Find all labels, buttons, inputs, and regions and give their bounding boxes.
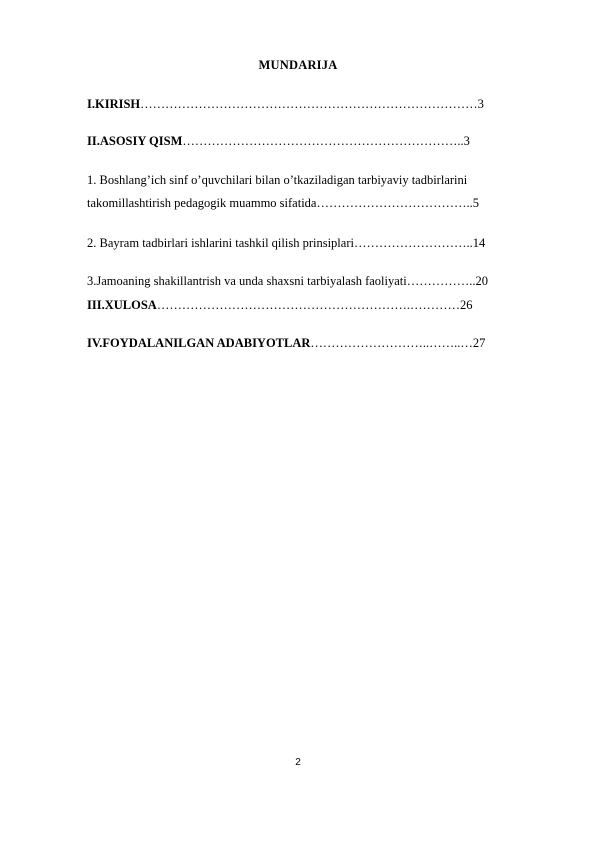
toc-page-number: 14 [472,236,486,250]
toc-page-number: 27 [472,336,486,350]
toc-entry-adabiyotlar[interactable] [87,335,485,351]
toc-entry-text: 1. Boshlang’ich sinf o’quvchilari bilan o’tkaziladigan tarbiyaviy tadbirlarini [87,173,468,187]
toc-page-number: 3 [477,97,484,111]
toc-leader: ………………………………………………………….. [182,134,464,148]
toc-entry-1-line1[interactable] [87,172,509,188]
page-number: 2 [295,757,301,768]
toc-entry-label: IV.FOYDALANILGAN ADABIYOTLAR [87,336,311,350]
toc-page-number: 3 [463,134,470,148]
toc-leader: …………….. [406,274,476,288]
toc-entry-label: I.KIRISH [87,97,141,111]
toc-leader: ……………………….. [353,236,473,250]
toc-entry-2[interactable] [87,235,485,251]
toc-entry-text: 2. Bayram tadbirlari ishlarini tashkil qilish prinsiplari [87,236,354,250]
toc-entry-xulosa[interactable] [87,297,472,313]
toc-entry-kirish[interactable] [87,96,484,112]
toc-entry-label: III.XULOSA [87,298,157,312]
toc-entry-text: takomillashtirish pedagogik muammo sifatida [87,196,317,210]
toc-leader: …………………………………………………….………… [156,298,460,312]
toc-entry-asosiy-qism[interactable] [87,133,470,149]
toc-page-number: 20 [475,274,488,288]
toc-leader: ……………………………….. [316,196,473,210]
toc-title: MUNDARIJA [258,58,338,72]
toc-entry-label: II.ASOSIY QISM [87,134,183,148]
toc-entry-3[interactable] [87,273,488,289]
toc-leader: ……………………………………………………………………… [140,97,478,111]
toc-page-number: 5 [472,196,479,210]
toc-leader: ………………………..……..… [310,336,473,350]
toc-entry-text: 3.Jamoaning shakillantrish va unda shaxsni tarbiyalash faoliyati [87,274,407,288]
toc-entry-1-line2[interactable] [87,195,479,211]
toc-page-number: 26 [459,298,473,312]
